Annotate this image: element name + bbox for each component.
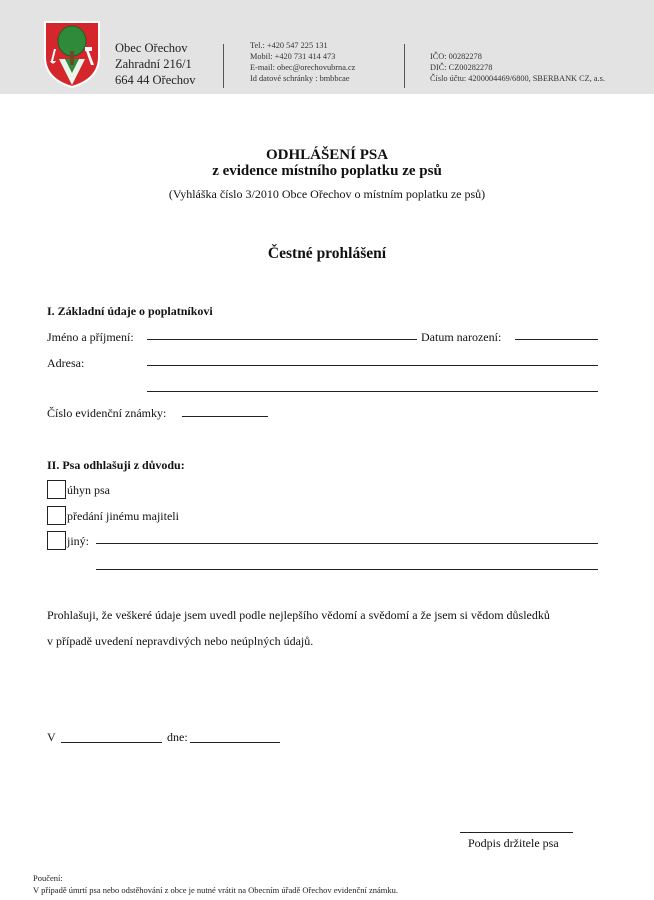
document-title: ODHLÁŠENÍ PSA [265,147,389,163]
dob-label: Datum narození: [421,330,502,344]
phone-text: Tel.: +420 547 225 131 [250,41,328,50]
reason-transfer-label: předání jinému majiteli [67,509,179,523]
org-street: Zahradní 216/1 [115,57,192,71]
ico-text: IČO: 00282278 [430,52,482,61]
footer-text: V případě úmrtí psa nebo odstěhování z obce je nutné vrátit na Obecním úřadě Ořechov evidenční známku. [33,885,398,895]
reason-transfer-checkbox[interactable] [47,506,66,525]
dob-field[interactable] [515,339,598,340]
address-label: Adresa: [47,356,85,370]
reason-other-label: jiný: [67,534,90,548]
signature-field[interactable] [460,832,573,833]
place-label: V [47,730,56,744]
account-text: Číslo účtu: 4200004469/6800, SBERBANK CZ, a.s. [430,74,605,83]
name-field[interactable] [147,339,417,340]
signature-label: Podpis držitele psa [468,836,559,850]
document-subtitle: z evidence místního poplatku ze psů [212,163,442,179]
tag-label: Číslo evidenční známky: [47,406,167,420]
tag-field[interactable] [182,416,268,417]
section-heading: Čestné prohlášení [267,245,387,262]
dic-text: DIČ: CZ00282278 [430,63,493,72]
header-divider [404,44,405,88]
reason-other-checkbox[interactable] [47,531,66,550]
name-label: Jméno a příjmení: [47,330,134,344]
coat-of-arms-icon [42,19,102,89]
date-label: dne: [167,730,188,744]
org-name: Obec Ořechov [115,41,188,55]
header-divider [223,44,224,88]
date-field[interactable] [190,742,280,743]
address-field[interactable] [147,365,598,366]
reason-death-label: úhyn psa [67,483,110,497]
contact-block [250,40,355,84]
declaration-line-2: v případě uvedení nepravdivých nebo neúplných údajů. [47,634,314,648]
declaration-line-1: Prohlašuji, že veškeré údaje jsem uvedl podle nejlepšího vědomí a svědomí a že jsem si vědom důsledků [47,608,550,622]
section1-title: I. Základní údaje o poplatníkovi [47,304,213,318]
databox-text: Id datové schránky : bmbbcae [250,74,350,83]
footer-title: Poučení: [33,873,63,883]
section2-title: II. Psa odhlašuji z důvodu: [47,458,185,472]
reason-other-field-2[interactable] [96,569,598,570]
email-link[interactable]: E-mail: obec@orechovubrna.cz [250,63,356,72]
mobile-text: Mobil: +420 731 414 473 [250,52,336,61]
place-field[interactable] [61,742,162,743]
reason-death-checkbox[interactable] [47,480,66,499]
reason-other-field[interactable] [96,543,598,544]
legal-reference: (Vyhláška číslo 3/2010 Obce Ořechov o místním poplatku ze psů) [168,187,486,201]
address-field-2[interactable] [147,391,598,392]
org-city: 664 44 Ořechov [115,73,196,87]
id-block [430,51,605,84]
